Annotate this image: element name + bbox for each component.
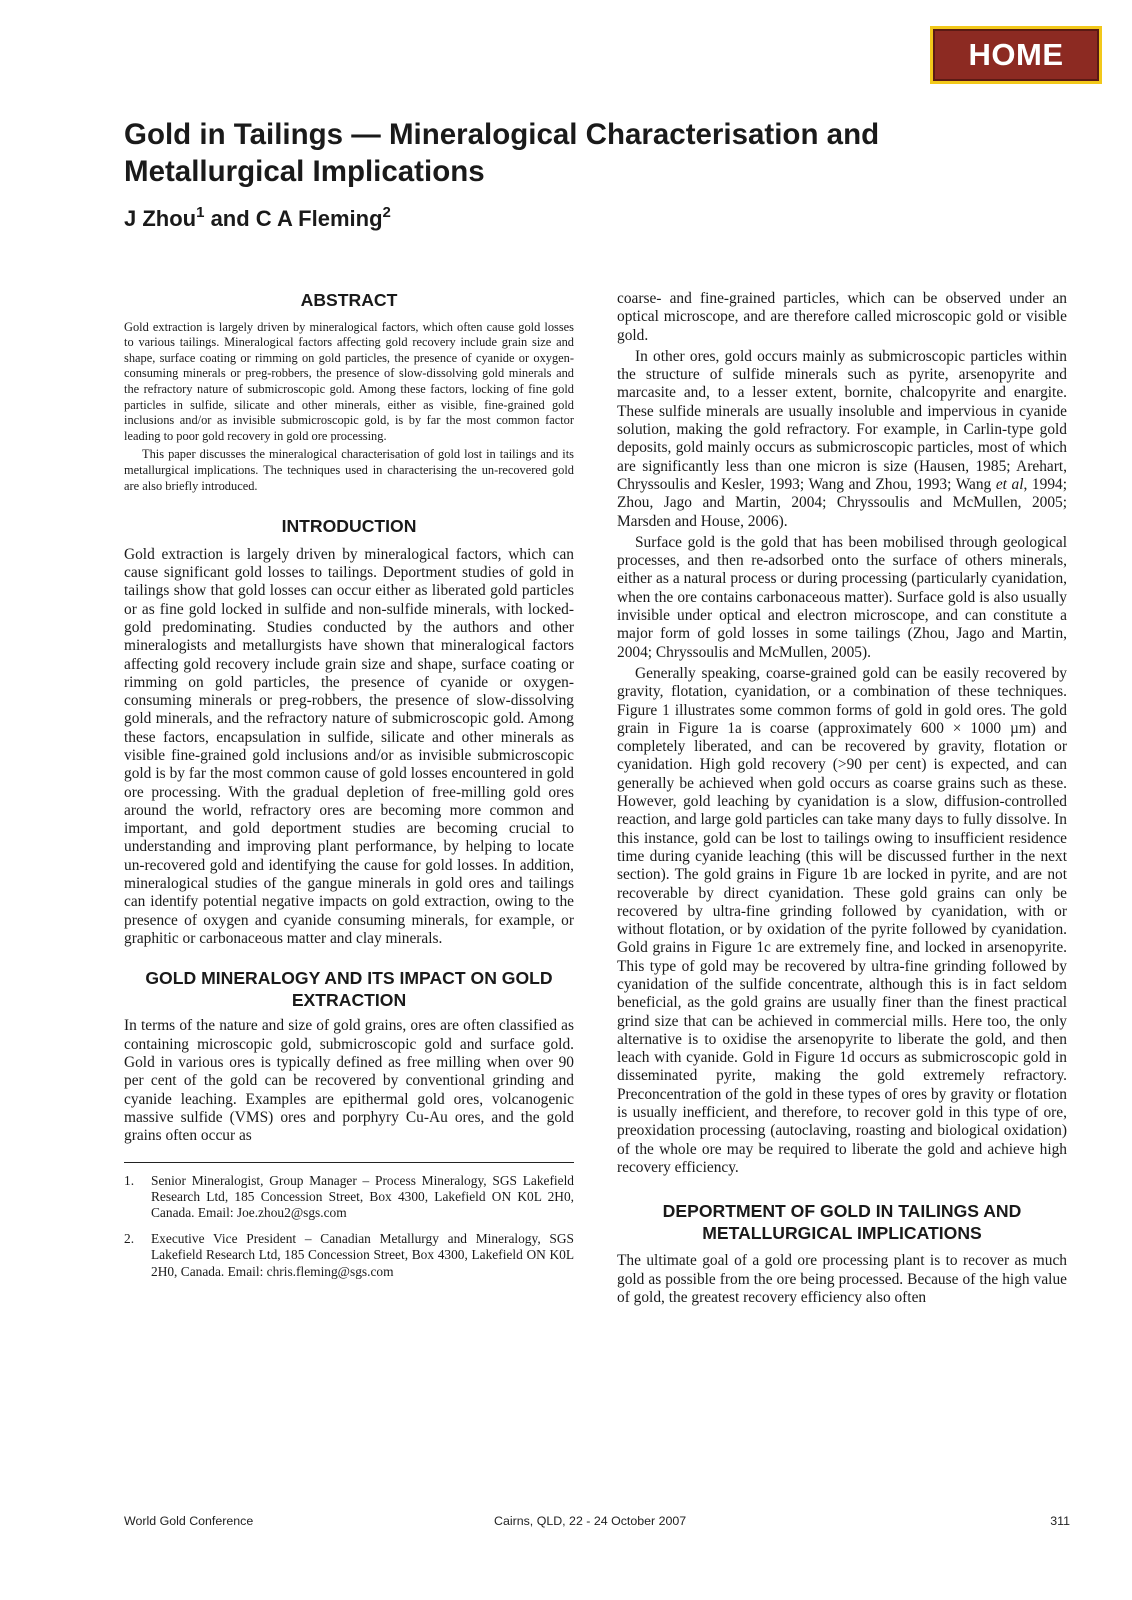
right-paragraph-2 [617, 348, 1067, 531]
left-column [124, 290, 574, 1280]
gold-mineralogy-section [124, 968, 574, 1145]
right-paragraph-4: Generally speaking, coarse-grained gold can be easily recovered by gravity, flotation, cyanidation, or a combination of these techniques. Figure 1 illustrates some common forms of gold in gold ores. The gold grain in Figure 1a is coarse (approximately 600 × 1000 µm) and completely liberated, and can be recovered by gravity, flotation or cyanidation. High gold recovery (>90 per cent) is expected, and can generally be achieved when gold occurs as coarse grains such as these. However, gold leaching by cyanidation is a slow, diffusion-controlled reaction, and large gold particles can take many days to fully dissolve. In this instance, gold can be lost to tailings owing to insufficient residence time during cyanide leaching (this will be discussed further in the next section). The gold grains in Figure 1b are locked in pyrite, and are not recoverable by direct cyanidation. These gold grains can only be recovered by ultra-fine grinding followed by cyanidation, with or without flotation, or by oxidation of the pyrite followed by cyanidation. Gold grains in Figure 1c are extremely fine, and locked in arsenopyrite. This type of gold may be recovered by ultra-fine grinding followed by cyanidation of the sulfide concentrate, although this is in fact seldom beneficial, as the gold grains are usually finer than the finest practical grind size that can be achieved in commercial mills. Here too, the only alternative is to oxidise the arsenopyrite to liberate the gold, and then leach with cyanide. Gold in Figure 1d occurs as submicroscopic gold in disseminated pyrite, making the gold extremely refractory. Preconcentration of the gold in these types of ores by gravity or flotation is usually inefficient, and therefore, to recover gold in this type of ore, preoxidation processing (autoclaving, roasting and biological oxidation) of the whole ore may be required to liberate the gold and achieve high recovery efficiency. [617, 664, 1067, 1176]
paper-title: Gold in Tailings — Mineralogical Characterisation and Metallurgical Implications [124, 118, 880, 188]
right-paragraph-3: Surface gold is the gold that has been mobilised through geological processes, and then re-adsorbed onto the surface of others minerals, either as a natural process or during processing (particularly cyanidation, when the ore contains carbonaceous matter). Surface gold is also usually invisible under optical and electron microscope, and can constitute a major form of gold losses in some tailings (Zhou, Jago and Martin, 2004; Chryssoulis and McMullen, 2005). [617, 533, 1067, 661]
right-paragraph-2-text-a: In other ores, gold occurs mainly as submicroscopic particles within the structure of sulfide minerals such as pyrite, arsenopyrite and marcasite and, to a lesser extent, bornite, chalcopyrite and enargite. These sulfide minerals are usually insoluble and impervious in cyanide solution, making the gold refractory. For example, in Carlin-type gold deposits, gold mainly occurs as submicroscopic particles, most of which are significantly less than one micron is size (Hausen, 1985; Arehart, Chryssoulis and Kesler, 1993; Wang and Zhou, 1993; Wang [617, 347, 1067, 493]
gold-mineralogy-heading: GOLD MINERALOGY AND ITS IMPACT ON GOLD EXTRACTION [145, 968, 553, 1010]
footnote-2 [124, 1231, 574, 1280]
footer-location-date: Cairns, QLD, 22 - 24 October 2007 [494, 1514, 687, 1528]
abstract-paragraph-1: Gold extraction is largely driven by mineralogical factors, which often cause gold losses to various tailings. Mineralogical factors affecting gold recovery include grain size and shape, surface coating or rimming on gold particles, the presence of cyanide or oxygen-consuming minerals or preg-robbers, the presence of slow-dissolving gold minerals and the refractory nature of submicroscopic gold. Among these factors, locking of fine gold particles in sulfide, silicate and other minerals, either as visible, fine-grained gold inclusions and/or as invisible submicroscopic gold, is by far the most common factor leading to poor gold recovery in gold ore processing. [124, 319, 574, 443]
footnote-2-text: Executive Vice President – Canadian Metallurgy and Mineralogy, SGS Lakefield Research Ltd, 185 Concession Street, Box 4300, Lakefield ON K0L 2H0, Canada. Email: chris.fleming@sgs.com [151, 1231, 574, 1279]
abstract-heading: ABSTRACT [300, 290, 398, 310]
footer-page-number: 311 [1050, 1514, 1070, 1528]
introduction-section [124, 516, 574, 948]
deportment-heading: DEPORTMENT OF GOLD IN TAILINGS AND METALLURGICAL IMPLICATIONS [662, 1201, 1022, 1243]
gold-mineralogy-paragraph-1: In terms of the nature and size of gold grains, ores are often classified as containing microscopic gold, submicroscopic gold and surface gold. Gold in various ores is typically defined as free milling when over 90 per cent of the gold can be recovered by conventional grinding and cyanide leaching. Examples are epithermal gold ores, volcanogenic massive sulfide (VMS) ores and porphyry Cu-Au ores, and the gold grains often occur as [124, 1017, 574, 1145]
introduction-heading: INTRODUCTION [281, 516, 417, 537]
author-1-affiliation: 1 [196, 204, 205, 221]
footnote-2-number: 2. [124, 1231, 135, 1247]
footer-conference: World Gold Conference [124, 1514, 254, 1528]
right-paragraph-2-et-al: et al [995, 475, 1024, 493]
deportment-paragraph-1: The ultimate goal of a gold ore processing plant is to recover as much gold as possible from the ore being processed. Because of the high value of gold, the greatest recovery efficiency also often [617, 1252, 1067, 1307]
abstract-section [124, 290, 574, 494]
home-button-label: HOME [933, 29, 1099, 81]
footnote-1-number: 1. [124, 1172, 135, 1188]
footnote-1 [124, 1173, 574, 1222]
footnote-1-text: Senior Mineralogist, Group Manager – Process Mineralogy, SGS Lakefield Research Ltd, 185 Concession Street, Box 4300, Lakefield ON K0L 2H0, Canada. Email: Joe.zhou2@sgs.com [151, 1172, 574, 1220]
introduction-paragraph-1: Gold extraction is largely driven by mineralogical factors, which can cause significant gold losses to tailings. Deportment studies of gold in tailings show that gold losses can occur either as liberated gold particles or as fine gold locked in sulfide and non-sulfide minerals, with locked-gold predominating. Studies conducted by the authors and other mineralogists and metallurgists have shown that mineralogical factors affecting gold recovery include grain size and shape, surface coating or rimming on gold particles, the presence of cyanide or oxygen-consuming minerals or preg-robbers, the presence of slow-dissolving gold minerals, and the refractory nature of submicroscopic gold. Among these factors, encapsulation in sulfide, silicate and other minerals as visible fine-grained gold inclusions and/or as invisible submicroscopic gold is by far the most common cause of gold losses encountered in gold ore processing. With the gradual depletion of free-milling gold ores around the world, refractory ores are becoming more common and important, and gold deportment studies are becoming crucial to understanding and improving plant performance, by helping to locate un-recovered gold and identifying the cause for gold losses. In addition, mineralogical studies of the gangue minerals in gold ores and tailings can identify potential negative impacts on gold extraction, owing to the presence of oxygen and cyanide consuming minerals, for example, or graphitic or carbonaceous matter and clay minerals. [124, 545, 574, 947]
author-1: J Zhou [124, 206, 197, 231]
right-paragraph-1: coarse- and fine-grained particles, which can be observed under an optical microscope, and are therefore called microscopic gold or visible gold. [617, 290, 1067, 344]
right-column [617, 290, 1067, 1307]
paper-authors [124, 206, 391, 232]
abstract-paragraph-2: This paper discusses the mineralogical characterisation of gold lost in tailings and its metallurgical implications. The techniques used in characterising the un-recovered gold are also briefly introduced. [124, 447, 574, 493]
author-2: C A Fleming [255, 206, 383, 231]
home-button[interactable] [930, 26, 1102, 84]
footnotes [124, 1173, 574, 1280]
author-2-affiliation: 2 [382, 204, 391, 221]
authors-and: and [204, 206, 256, 231]
right-paragraph-2-text-b: , 1994; Zhou, Jago and Martin, 2004; Chryssoulis and McMullen, 2005; Marsden and House, 2006). [617, 475, 1067, 530]
